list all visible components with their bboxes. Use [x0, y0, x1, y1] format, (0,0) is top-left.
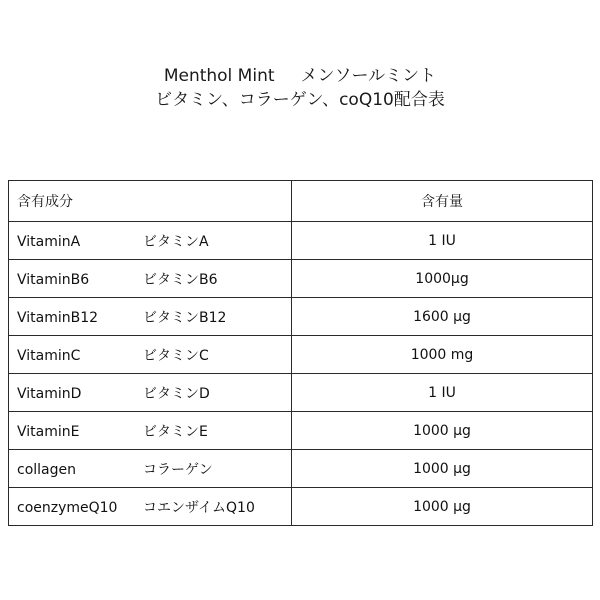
table-row — [9, 412, 593, 450]
table-header-row — [9, 181, 593, 222]
ingredient-name-en: VitaminD — [17, 385, 82, 402]
amount-cell: 1000 μg — [292, 488, 593, 526]
ingredient-name-ja: ビタミンA — [143, 233, 209, 250]
title-line-1 — [0, 64, 600, 88]
ingredient-name-ja: コラーゲン — [143, 461, 213, 478]
ingredient-name-en: coenzymeQ10 — [17, 499, 118, 516]
document-title — [0, 64, 600, 112]
ingredient-name-ja: ビタミンE — [143, 423, 208, 440]
amount-cell: 1 IU — [292, 374, 593, 412]
ingredient-cell — [9, 260, 292, 298]
ingredient-table — [8, 180, 593, 526]
ingredient-name-ja: ビタミンD — [143, 385, 210, 402]
ingredient-name-ja: コエンザイムQ10 — [143, 499, 255, 516]
table-row — [9, 260, 593, 298]
amount-cell: 1 IU — [292, 222, 593, 260]
ingredient-name-ja: ビタミンB6 — [143, 271, 218, 288]
ingredient-name-ja: ビタミンB12 — [143, 309, 227, 326]
ingredient-name-en: collagen — [17, 461, 76, 478]
ingredient-name-en: VitaminB12 — [17, 309, 99, 326]
table-row — [9, 298, 593, 336]
ingredient-cell — [9, 298, 292, 336]
ingredient-name-en: VitaminE — [17, 423, 80, 440]
table-row — [9, 488, 593, 526]
ingredient-name-en: VitaminC — [17, 347, 81, 364]
amount-cell: 1000 μg — [292, 450, 593, 488]
title-product-name-en: Menthol Mint — [163, 66, 275, 86]
ingredient-cell — [9, 488, 292, 526]
title-line-2: ビタミン、コラーゲン、coQ10配合表 — [155, 90, 445, 110]
ingredient-name-en: VitaminB6 — [17, 271, 90, 288]
amount-cell: 1600 μg — [292, 298, 593, 336]
ingredient-name-ja: ビタミンC — [143, 347, 209, 364]
ingredient-cell — [9, 336, 292, 374]
ingredient-name-en: VitaminA — [17, 233, 81, 250]
title-product-name-ja: メンソールミント — [300, 66, 437, 86]
header-ingredient: 含有成分 — [9, 181, 292, 222]
amount-cell: 1000μg — [292, 260, 593, 298]
amount-cell: 1000 μg — [292, 412, 593, 450]
table-row — [9, 450, 593, 488]
header-amount: 含有量 — [292, 181, 593, 222]
amount-cell: 1000 mg — [292, 336, 593, 374]
ingredient-cell — [9, 374, 292, 412]
table-row — [9, 336, 593, 374]
table-row — [9, 374, 593, 412]
ingredient-cell — [9, 222, 292, 260]
ingredient-cell — [9, 450, 292, 488]
ingredient-cell — [9, 412, 292, 450]
table-row — [9, 222, 593, 260]
